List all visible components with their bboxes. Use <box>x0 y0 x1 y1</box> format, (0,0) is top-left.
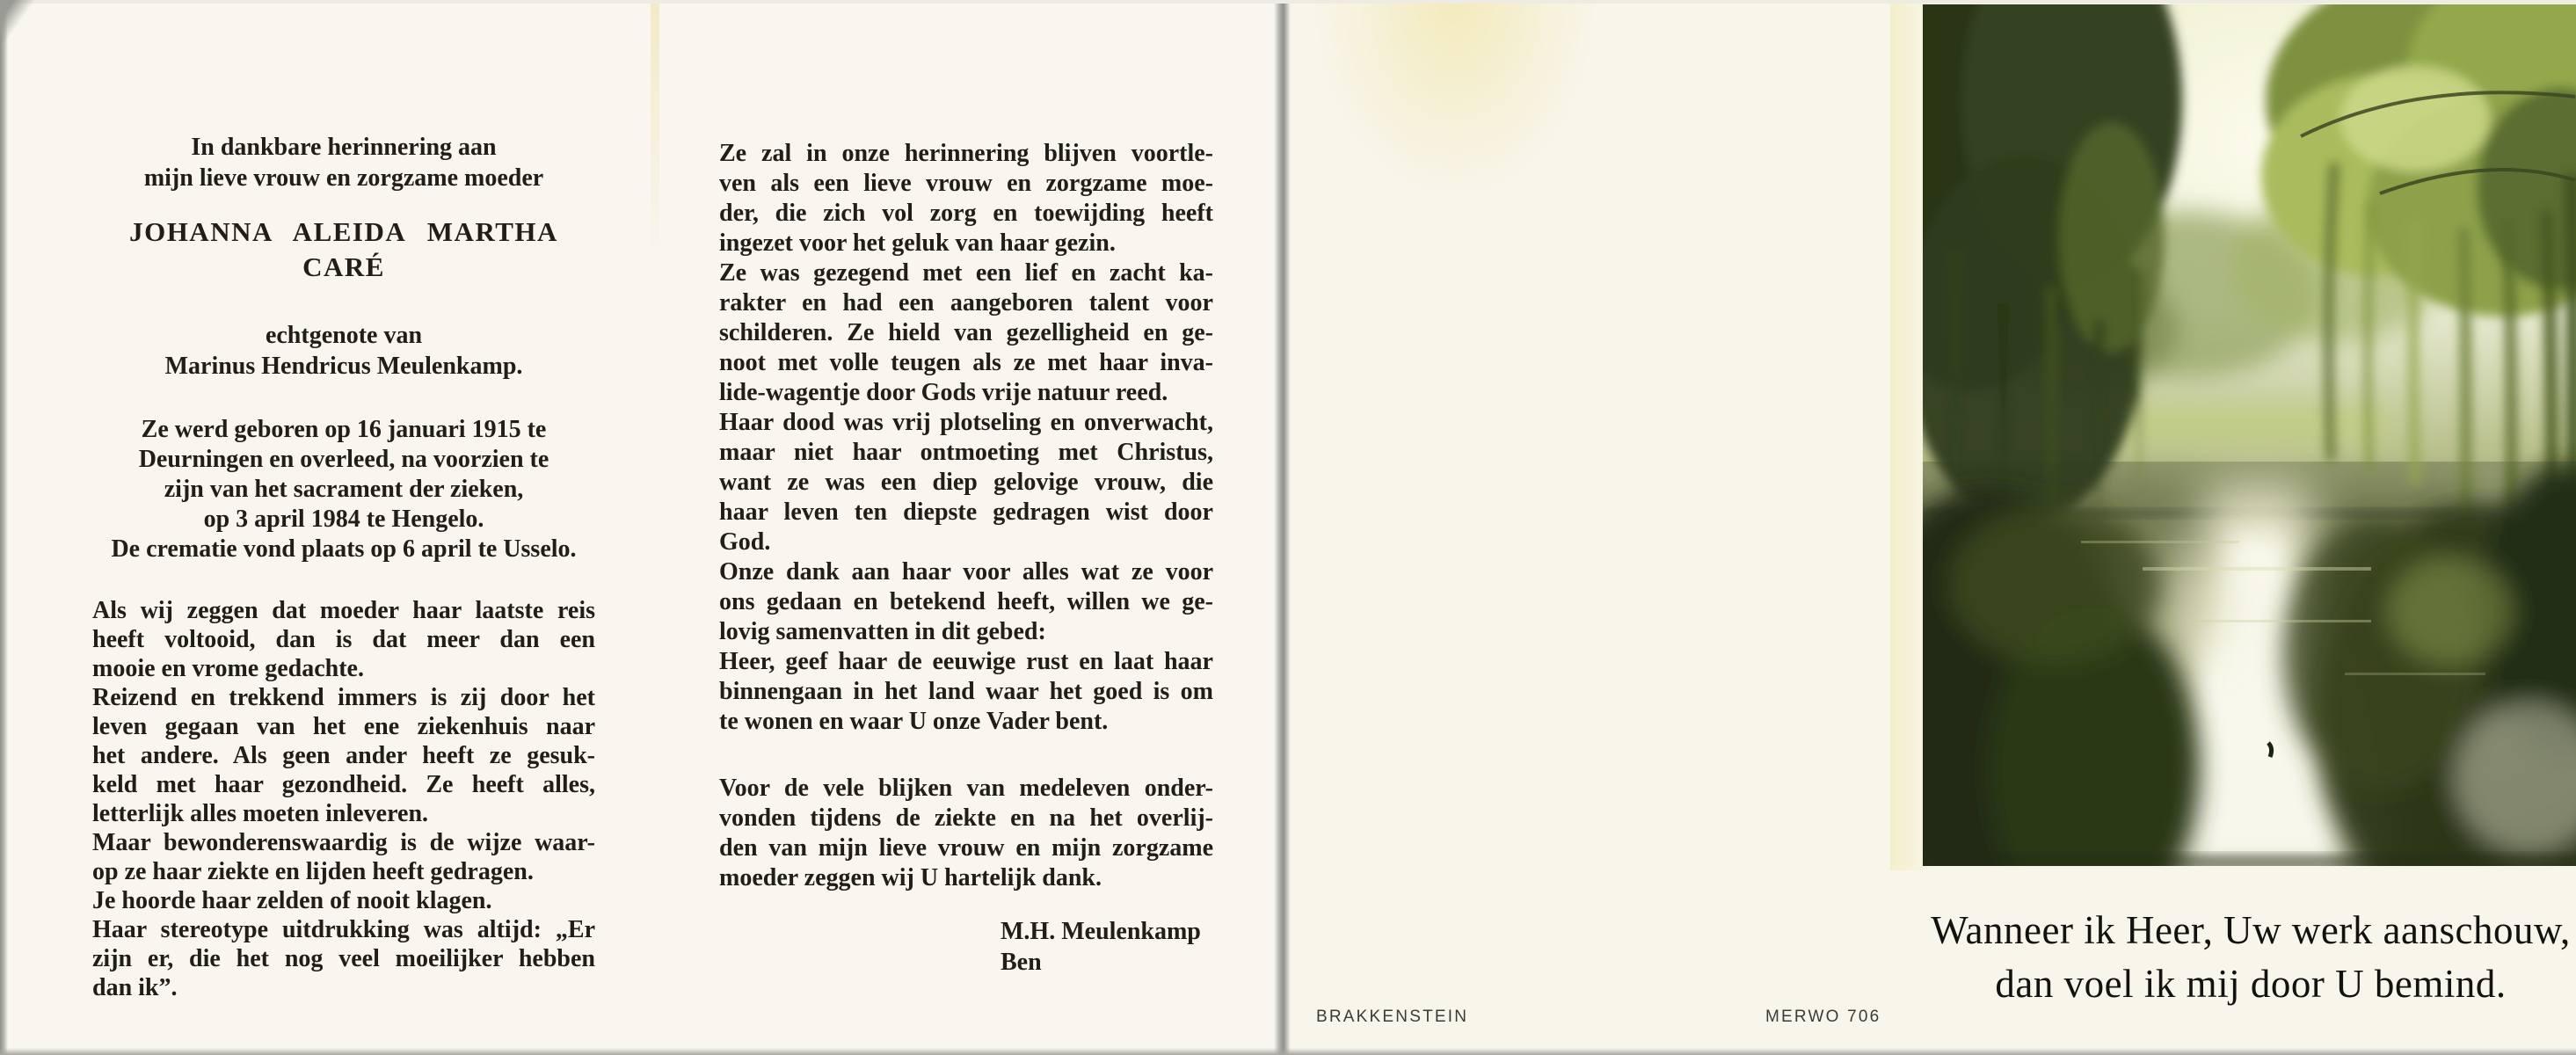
text-line: ons gedaan en betekend heeft, willen we ge- <box>719 588 1213 615</box>
text-line: God. <box>719 528 771 556</box>
paragraph <box>92 683 595 828</box>
spouse-block <box>92 320 595 382</box>
text-line: Ze zal in onze herinnering blijven voortle- <box>719 140 1213 167</box>
text-line: noot met volle teugen als ze met haar inva- <box>719 349 1213 376</box>
text-line: dan ik”. <box>92 974 178 1001</box>
text-line: Haar dood was vrij plotseling en onverwacht, <box>719 409 1213 436</box>
intro-block <box>92 132 595 193</box>
intro-line: mijn lieve vrouw en zorgzame moeder <box>143 164 544 192</box>
text-line: lovig samenvatten in dit gebed: <box>719 618 1046 645</box>
paragraph <box>719 408 1213 557</box>
signature-line: Ben <box>1001 949 1042 976</box>
scan-edge-left <box>0 0 8 1055</box>
dates-line: Deurningen en overleed, na voorzien te <box>138 446 549 473</box>
text-line: ven als een lieve vrouw en zorgzame moe- <box>719 170 1213 197</box>
scan-edge-top <box>0 0 2576 4</box>
paragraph <box>719 258 1213 408</box>
text-line: Je hoorde haar zelden of nooit klagen. <box>92 887 492 914</box>
photo-caption <box>1925 904 2576 1011</box>
willow-pond-photo <box>1923 4 2576 866</box>
text-line: der, die zich vol zorg en toewijding heeft <box>719 200 1213 227</box>
signature-line: M.H. Meulenkamp <box>1001 918 1201 945</box>
text-line: want ze was een diep gelovige vrouw, die <box>719 469 1213 496</box>
text-line: mooie en vrome gedachte. <box>92 655 364 682</box>
text-line: haar leven ten diepste gedragen wist door <box>719 498 1213 526</box>
imprint-merwo: MERWO 706 <box>1765 1008 1881 1026</box>
paragraph <box>92 596 595 683</box>
text-line: den van mijn lieve vrouw en mijn zorgzame <box>719 834 1213 862</box>
intro-line: In dankbare herinnering aan <box>191 134 497 161</box>
scan-edge-bottom <box>0 1048 2576 1055</box>
text-line: Voor de vele blijken van medeleven onder- <box>719 775 1213 802</box>
text-line: Ze was gezegend met een lief en zacht ka- <box>719 259 1213 287</box>
spouse-line: echtgenote van <box>265 322 423 349</box>
dates-line: De crematie vond plaats op 6 april te Usselo. <box>111 535 577 563</box>
spouse-line: Marinus Hendricus Meulenkamp. <box>164 353 523 380</box>
text-line: vonden tijdens de ziekte en na het overlij- <box>719 804 1213 832</box>
text-line: binnengaan in het land waar het goed is om <box>719 678 1213 705</box>
text-line: ingezet voor het geluk van haar gezin. <box>719 229 1116 257</box>
text-line: zijn er, die het nog veel moeilijker hebben <box>92 945 595 972</box>
paragraph <box>719 647 1213 737</box>
center-fold-shadow <box>1274 0 1292 1055</box>
paragraph <box>92 886 595 915</box>
scan-corner <box>0 0 40 53</box>
dates-line: op 3 april 1984 te Hengelo. <box>203 506 484 533</box>
text-line: Onze dank aan haar voor alles wat ze voor <box>719 558 1213 586</box>
paragraph <box>92 828 595 886</box>
text-line: lide-wagentje door Gods vrije natuur reed. <box>719 379 1168 406</box>
willow-pond-illustration <box>1923 4 2576 866</box>
text-line: Als wij zeggen dat moeder haar laatste reis <box>92 597 595 624</box>
memorial-text-middle <box>719 139 1213 737</box>
caption-line: dan voel ik mij door U bemind. <box>1995 962 2507 1006</box>
paragraph <box>719 557 1213 647</box>
text-line: moeder zeggen wij U hartelijk dank. <box>719 864 1102 891</box>
text-line: Maar bewonderenswaardig is de wijze waar- <box>92 829 595 856</box>
photo-left-margin-tint <box>1890 0 1927 870</box>
text-line: maar niet haar ontmoeting met Christus, <box>719 439 1213 466</box>
dates-line: Ze werd geboren op 16 januari 1915 te <box>141 416 547 443</box>
memorial-text-left <box>92 596 595 1002</box>
text-line: te wonen en waar U onze Vader bent. <box>719 708 1109 735</box>
paragraph <box>92 915 595 1002</box>
left-text-panel <box>92 132 595 1002</box>
text-line: schilderen. Ze hield van gezelligheid en ge- <box>719 319 1213 346</box>
signature-block <box>719 916 1213 978</box>
text-line: heeft voltooid, dan is dat meer dan een <box>92 626 595 653</box>
paragraph <box>719 774 1213 893</box>
scan-yellow-streak <box>1310 0 1600 202</box>
caption-line: Wanneer ik Heer, Uw werk aanschouw, <box>1931 908 2571 952</box>
paragraph <box>719 139 1213 258</box>
dates-block <box>92 415 595 564</box>
text-line: op ze haar ziekte en lijden heeft gedragen. <box>92 858 534 885</box>
middle-text-panel <box>719 139 1213 978</box>
text-line: letterlijk alles moeten inleveren. <box>92 800 429 827</box>
deceased-name: JOHANNA ALEIDA MARTHA CARÉ <box>129 216 558 282</box>
dates-line: zijn van het sacrament der zieken, <box>164 476 524 503</box>
imprint-brakkenstein: BRAKKENSTEIN <box>1316 1008 1469 1026</box>
panel-crease <box>651 0 659 264</box>
text-line: keld met haar gezondheid. Ze heeft alles, <box>92 771 595 798</box>
text-line: Heer, geef haar de eeuwige rust en laat haar <box>719 648 1213 675</box>
thanks-block <box>719 774 1213 893</box>
text-line: leven gegaan van het ene ziekenhuis naar <box>92 713 595 740</box>
text-line: rakter en had een aangeboren talent voor <box>719 289 1213 316</box>
text-line: het andere. Als geen ander heeft ze gesuk- <box>92 742 595 769</box>
text-line: Haar stereotype uitdrukking was altijd: „Er <box>92 916 595 943</box>
text-line: Reizend en trekkend immers is zij door het <box>92 684 595 711</box>
